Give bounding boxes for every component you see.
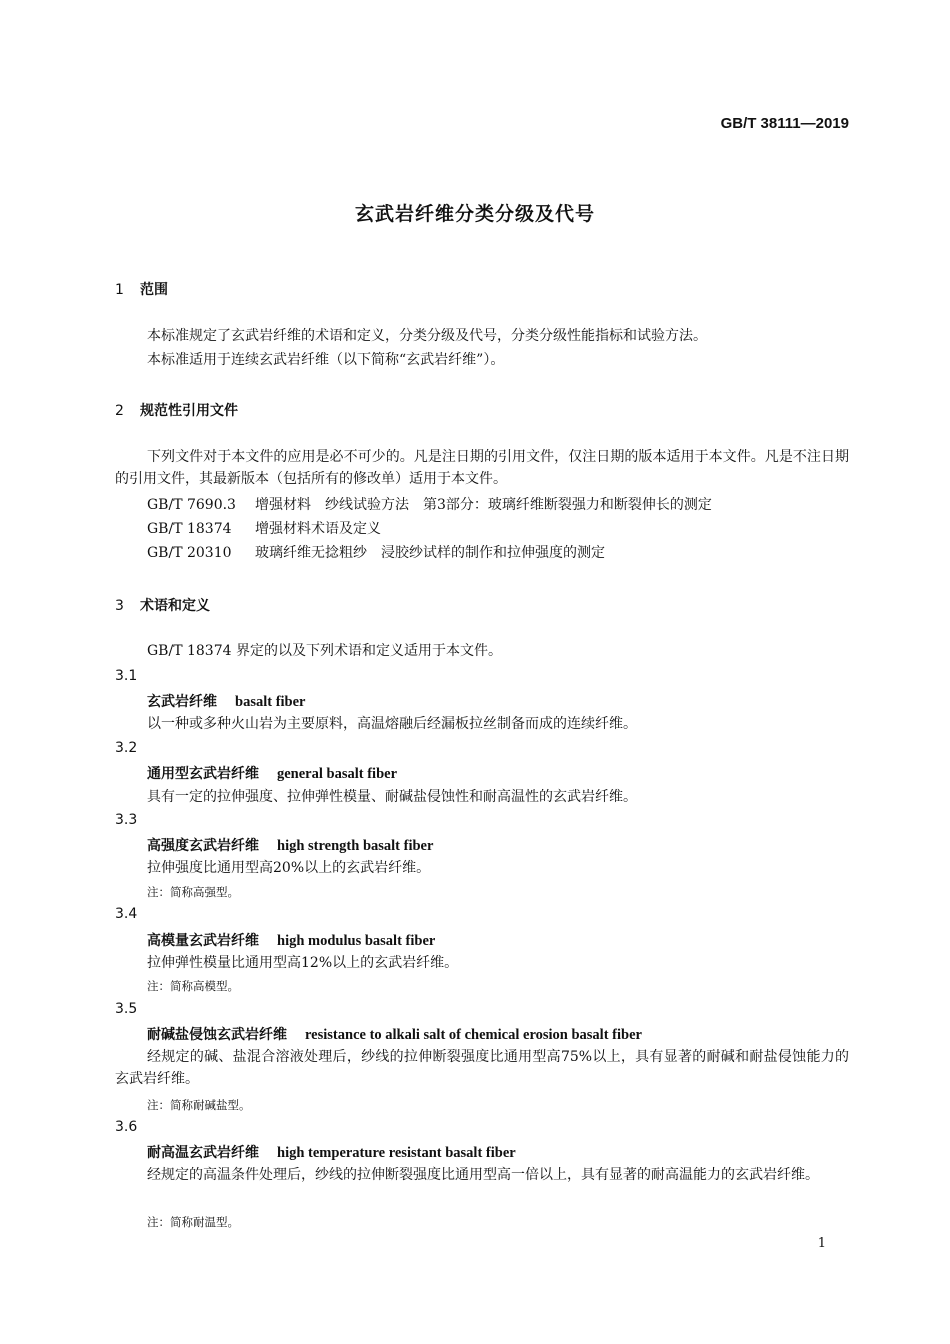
term-note: 注：简称高模型。 <box>147 979 239 993</box>
term-definition: 经规定的碱、盐混合溶液处理后，纱线的拉伸断裂强度比通用型高75%以上，具有显著的耐碱和耐盐侵蚀能力的玄武岩纤维。 <box>115 1049 849 1087</box>
term-chinese: 耐高温玄武岩纤维 <box>147 1145 259 1161</box>
section-number: 3 <box>115 598 124 614</box>
term-heading <box>147 930 435 950</box>
term-definition: 具有一定的拉伸强度、拉伸弹性模量、耐碱盐侵蚀性和耐高温性的玄武岩纤维。 <box>147 789 637 805</box>
term-note: 注：简称耐碱盐型。 <box>147 1098 251 1112</box>
section-heading-scope <box>115 279 168 299</box>
standard-number: GB/T 38111—2019 <box>720 115 849 132</box>
clause-number: 3.3 <box>115 812 138 828</box>
term-definition: 以一种或多种火山岩为主要原料，高温熔融后经漏板拉丝制备而成的连续纤维。 <box>147 716 637 732</box>
term-english: high temperature resistant basalt fiber <box>277 1145 516 1161</box>
clause-number: 3.6 <box>115 1119 138 1135</box>
term-chinese: 高强度玄武岩纤维 <box>147 838 259 854</box>
term-definition: 经规定的高温条件处理后，纱线的拉伸断裂强度比通用型高一倍以上，具有显著的耐高温能力的玄武岩纤维。 <box>147 1167 819 1183</box>
reference-title: 增强材料术语及定义 <box>255 521 381 537</box>
term-english: basalt fiber <box>235 694 306 710</box>
reference-item <box>147 542 605 564</box>
section-title: 术语和定义 <box>140 598 210 614</box>
reference-code: GB/T 20310 <box>147 545 232 561</box>
term-definition: 拉伸强度比通用型高20%以上的玄武岩纤维。 <box>147 860 431 876</box>
term-definition: 拉伸弹性模量比通用型高12%以上的玄武岩纤维。 <box>147 955 459 971</box>
reference-title: 增强材料 纱线试验方法 第3部分：玻璃纤维断裂强力和断裂伸长的测定 <box>255 497 712 513</box>
term-heading <box>147 835 433 855</box>
clause-number: 3.1 <box>115 668 138 684</box>
term-chinese: 玄武岩纤维 <box>147 694 217 710</box>
clause-number: 3.4 <box>115 906 138 922</box>
section-heading-terms <box>115 595 210 615</box>
terms-intro: GB/T 18374 界定的以及下列术语和定义适用于本文件。 <box>147 643 502 659</box>
term-heading <box>147 1024 642 1044</box>
document-title: 玄武岩纤维分类分级及代号 <box>354 203 595 225</box>
term-note: 注：简称高强型。 <box>147 885 239 899</box>
term-heading <box>147 763 397 783</box>
scope-paragraph-1: 本标准规定了玄武岩纤维的术语和定义，分类分级及代号，分类分级性能指标和试验方法。 <box>147 328 707 344</box>
term-english: high modulus basalt fiber <box>277 933 436 949</box>
section-number: 2 <box>115 403 124 419</box>
clause-number: 3.5 <box>115 1001 138 1017</box>
reference-title: 玻璃纤维无捻粗纱 浸胶纱试样的制作和拉伸强度的测定 <box>255 545 605 561</box>
reference-item <box>147 494 712 516</box>
term-heading <box>147 1142 516 1162</box>
term-chinese: 高模量玄武岩纤维 <box>147 933 259 949</box>
term-english: high strength basalt fiber <box>277 838 434 854</box>
reference-code: GB/T 7690.3 <box>147 497 236 513</box>
term-english: resistance to alkali salt of chemical erosion basalt fiber <box>305 1027 642 1043</box>
section-title: 范围 <box>140 282 168 298</box>
scope-paragraph-2: 本标准适用于连续玄武岩纤维（以下简称“玄武岩纤维”）。 <box>147 352 505 368</box>
term-chinese: 耐碱盐侵蚀玄武岩纤维 <box>147 1027 287 1043</box>
section-heading-normative <box>115 400 238 420</box>
page-number: 1 <box>817 1236 826 1251</box>
section-title: 规范性引用文件 <box>140 403 238 419</box>
term-english: general basalt fiber <box>277 766 398 782</box>
clause-number: 3.2 <box>115 740 138 756</box>
normative-intro: 下列文件对于本文件的应用是必不可少的。凡是注日期的引用文件，仅注日期的版本适用于本文件。凡是不注日期的引用文件，其最新版本（包括所有的修改单）适用于本文件。 <box>115 449 849 487</box>
term-note: 注：简称耐温型。 <box>147 1215 239 1229</box>
term-chinese: 通用型玄武岩纤维 <box>147 766 259 782</box>
section-number: 1 <box>115 282 124 298</box>
reference-item <box>147 518 381 540</box>
term-heading <box>147 691 305 711</box>
reference-code: GB/T 18374 <box>147 521 232 537</box>
